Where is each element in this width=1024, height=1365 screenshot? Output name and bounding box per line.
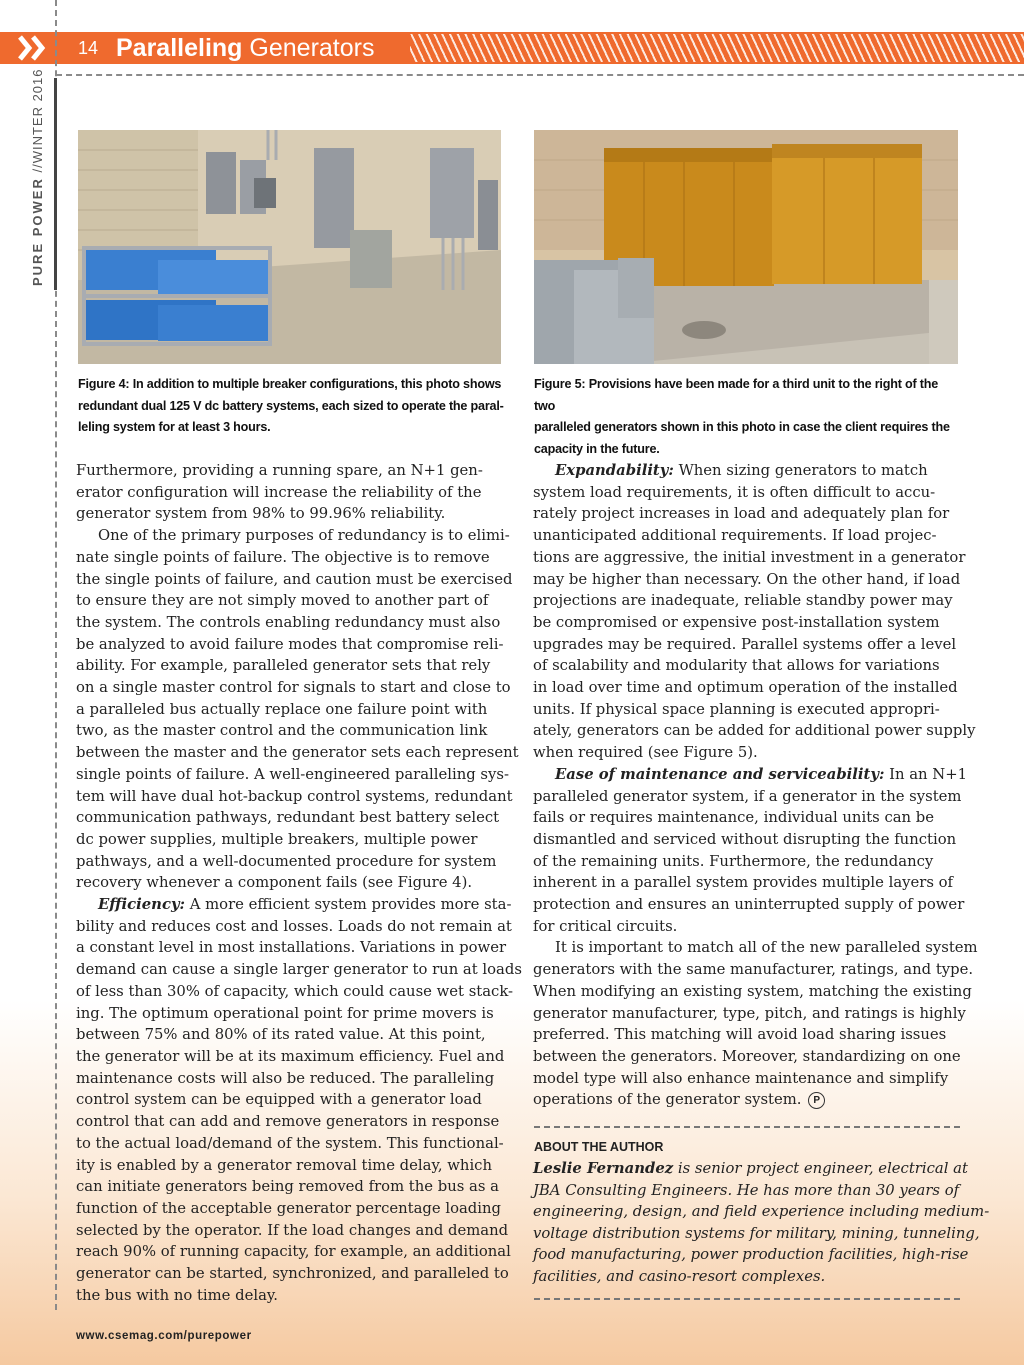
text-line: preferred. This matching will avoid load sharing issues: [533, 1026, 947, 1044]
text-line: upgrades may be required. Parallel systems offer a level: [533, 635, 957, 653]
figure-4-label: Figure 4:: [78, 377, 130, 391]
text-line: to ensure they are not simply moved to another part of: [76, 592, 489, 610]
text-line: fails or requires maintenance, individual units can be: [533, 809, 935, 827]
bio-line: facilities, and casino-resort complexes.: [533, 1267, 826, 1285]
figure-5-caption: [534, 374, 962, 460]
text-line: generator system from 98% to 99.96% reliability.: [76, 505, 446, 523]
section-title-bold: Paralleling: [116, 34, 243, 62]
text-fragment: In an N+1: [889, 765, 968, 783]
author-divider-bottom: [534, 1298, 960, 1300]
page-number: 14: [78, 38, 99, 58]
text-line: between the generators. Moreover, standardizing on one: [533, 1047, 961, 1065]
text-line: projections are inadequate, reliable standby power may: [533, 592, 953, 610]
body-column-left: [76, 460, 522, 1306]
figure-4-photo: [78, 130, 501, 364]
end-mark-icon: P: [808, 1092, 825, 1109]
text-line: can initiate generators being removed from the bus as a: [76, 1178, 499, 1196]
text-line: [533, 460, 965, 482]
text-line: pathways, and a well-documented procedure for system: [76, 852, 497, 870]
text-line: It is important to match all of the new paralleled system: [555, 939, 978, 957]
text-line: [76, 894, 512, 916]
text-line: bility and reduces cost and losses. Loads do not remain at: [76, 917, 512, 935]
text-line: a paralleled bus actually replace one failure point with: [76, 700, 488, 718]
caption-line: capacity in the future.: [534, 441, 660, 456]
bio-fragment: is senior project engineer, electrical at: [677, 1160, 968, 1177]
run-in-heading-efficiency: Efficiency:: [98, 896, 186, 914]
publication-sidebar-label: [30, 69, 45, 287]
text-line: communication pathways, redundant best battery select: [76, 809, 500, 827]
text-line: reach 90% of running capacity, for example, an additional: [76, 1243, 511, 1261]
body-column-right: [533, 460, 978, 1111]
text-line: the generator will be at its maximum efficiency. Fuel and: [76, 1047, 505, 1065]
text-line: recovery whenever a component fails (see Figure 4).: [76, 874, 473, 892]
text-line: ity is enabled by a generator removal time delay, which: [76, 1156, 493, 1174]
bio-line: engineering, design, and field experience including medium-: [533, 1203, 990, 1221]
caption-line: In addition to multiple breaker configurations, this photo shows: [132, 377, 502, 391]
text-line: Furthermore, providing a running spare, an N+1 gen-: [76, 462, 483, 479]
text-line: selected by the operator. If the load changes and demand: [76, 1221, 509, 1239]
text-line: rately project increases in load and adequately plan for: [533, 505, 950, 523]
text-line: may be higher than necessary. On the other hand, if load: [533, 570, 961, 588]
section-title-light: Generators: [249, 34, 375, 62]
double-chevron-icon: [14, 32, 54, 64]
bio-line: [533, 1158, 968, 1180]
text-line: system load requirements, it is often difficult to accu-: [533, 483, 936, 501]
text-line: tem will have dual hot-backup control systems, redundant: [76, 787, 513, 805]
figure-5-label: Figure 5:: [534, 377, 586, 391]
text-line: One of the primary purposes of redundancy is to elimi-: [98, 527, 510, 545]
author-bio: [533, 1158, 990, 1288]
text-line: ability. For example, paralleled generator sets that rely: [76, 657, 491, 675]
text-line: the bus with no time delay.: [76, 1286, 279, 1304]
section-title: [116, 33, 374, 63]
text-line: on a single master control for signals to start and close to: [76, 679, 511, 697]
figure-5-photo: [534, 130, 958, 364]
text-line: dc power supplies, multiple breakers, multiple power: [76, 830, 478, 848]
author-divider-top: [534, 1126, 960, 1128]
text-line: control system can be equipped with a generator load: [76, 1091, 482, 1109]
header-divider: [56, 74, 1024, 76]
text-line: the system. The controls enabling redundancy must also: [76, 613, 501, 631]
caption-line: paralleled generators shown in this photo in case the client requires the: [534, 420, 950, 434]
text-fragment: operations of the generator system.: [533, 1091, 802, 1109]
text-line: protection and ensures an uninterrupted supply of power: [533, 896, 965, 914]
text-line: two, as the master control and the communication link: [76, 722, 488, 740]
text-line: of less than 30% of capacity, which could cause wet stack-: [76, 982, 514, 1000]
publication-name: PURE POWER: [30, 177, 45, 286]
text-line: be compromised or expensive post-installation system: [533, 613, 940, 631]
text-line: control that can add and remove generators in response: [76, 1113, 500, 1131]
text-line: a constant level in most installations. Variations in power: [76, 939, 507, 957]
text-line: erator configuration will increase the reliability of the: [76, 483, 482, 501]
issue-label: //WINTER 2016: [30, 68, 45, 173]
text-line: when required (see Figure 5).: [533, 744, 758, 762]
text-line: When modifying an existing system, matching the existing: [533, 982, 972, 1000]
text-line: generator manufacturer, type, pitch, and ratings is highly: [533, 1004, 966, 1022]
text-line: to the actual load/demand of the system. This functional-: [76, 1134, 504, 1152]
text-line: demand can cause a single larger generator to run at loads: [76, 961, 522, 979]
text-line: model type will also enhance maintenance and simplify: [533, 1069, 949, 1087]
text-line: function of the acceptable generator percentage loading: [76, 1199, 502, 1217]
margin-accent-bar: [54, 78, 57, 290]
text-line: in load over time and optimum operation of the installed: [533, 679, 958, 697]
caption-line: Provisions have been made for a third unit to the right of the two: [534, 377, 939, 413]
text-line: ing. The optimum operational point for prime movers is: [76, 1004, 494, 1022]
footer-url: www.csemag.com/purepower: [76, 1330, 252, 1342]
text-line: maintenance costs will also be reduced. The paralleling: [76, 1069, 495, 1087]
text-fragment: A more efficient system provides more sta-: [189, 896, 512, 914]
figure-4-caption: [78, 374, 504, 439]
text-line: inherent in a parallel system provides multiple layers of: [533, 874, 954, 892]
caption-line: leling system for at least 3 hours.: [78, 420, 271, 434]
bio-line: voltage distribution systems for military, mining, tunneling,: [533, 1224, 980, 1242]
caption-line: redundant dual 125 V dc battery systems, each sized to operate the paral-: [78, 398, 504, 413]
text-line: generators with the same manufacturer, ratings, and type.: [533, 961, 974, 979]
bio-line: food manufacturing, power production facilities, high-rise: [533, 1246, 969, 1264]
author-name: Leslie Fernandez: [533, 1160, 674, 1177]
text-line: tions are aggressive, the initial investment in a generator: [533, 548, 966, 566]
text-line: units. If physical space planning is executed appropri-: [533, 700, 940, 718]
text-line: for critical circuits.: [533, 917, 678, 935]
text-line: [533, 764, 968, 786]
run-in-heading-expandability: Expandability:: [555, 462, 674, 479]
section-header-bar: [0, 32, 1024, 64]
text-line: generator can be started, synchronized, and paralleled to: [76, 1265, 509, 1283]
text-line: single points of failure. A well-engineered paralleling sys-: [76, 765, 509, 783]
text-line: unanticipated additional requirements. If load projec-: [533, 527, 937, 545]
text-line: [533, 1089, 965, 1111]
text-line: the single points of failure, and caution must be exercised: [76, 570, 513, 588]
header-hatch-pattern: [410, 34, 1024, 62]
text-line: of the remaining units. Furthermore, the redundancy: [533, 852, 934, 870]
text-line: between 75% and 80% of its rated value. At this point,: [76, 1026, 486, 1044]
text-line: nate single points of failure. The objective is to remove: [76, 548, 490, 566]
bio-line: JBA Consulting Engineers. He has more than 30 years of: [533, 1181, 960, 1199]
run-in-heading-maintenance: Ease of maintenance and serviceability:: [555, 765, 885, 783]
text-line: dismantled and serviced without disrupting the function: [533, 830, 957, 848]
text-line: paralleled generator system, if a generator in the system: [533, 787, 962, 805]
text-line: be analyzed to avoid failure modes that compromise reli-: [76, 635, 504, 653]
text-fragment: When sizing generators to match: [678, 462, 928, 479]
text-line: between the master and the generator sets each represent: [76, 744, 519, 762]
text-line: of scalability and modularity that allows for variations: [533, 657, 940, 675]
text-line: ately, generators can be added for additional power supply: [533, 722, 976, 740]
author-heading: ABOUT THE AUTHOR: [534, 1140, 664, 1154]
